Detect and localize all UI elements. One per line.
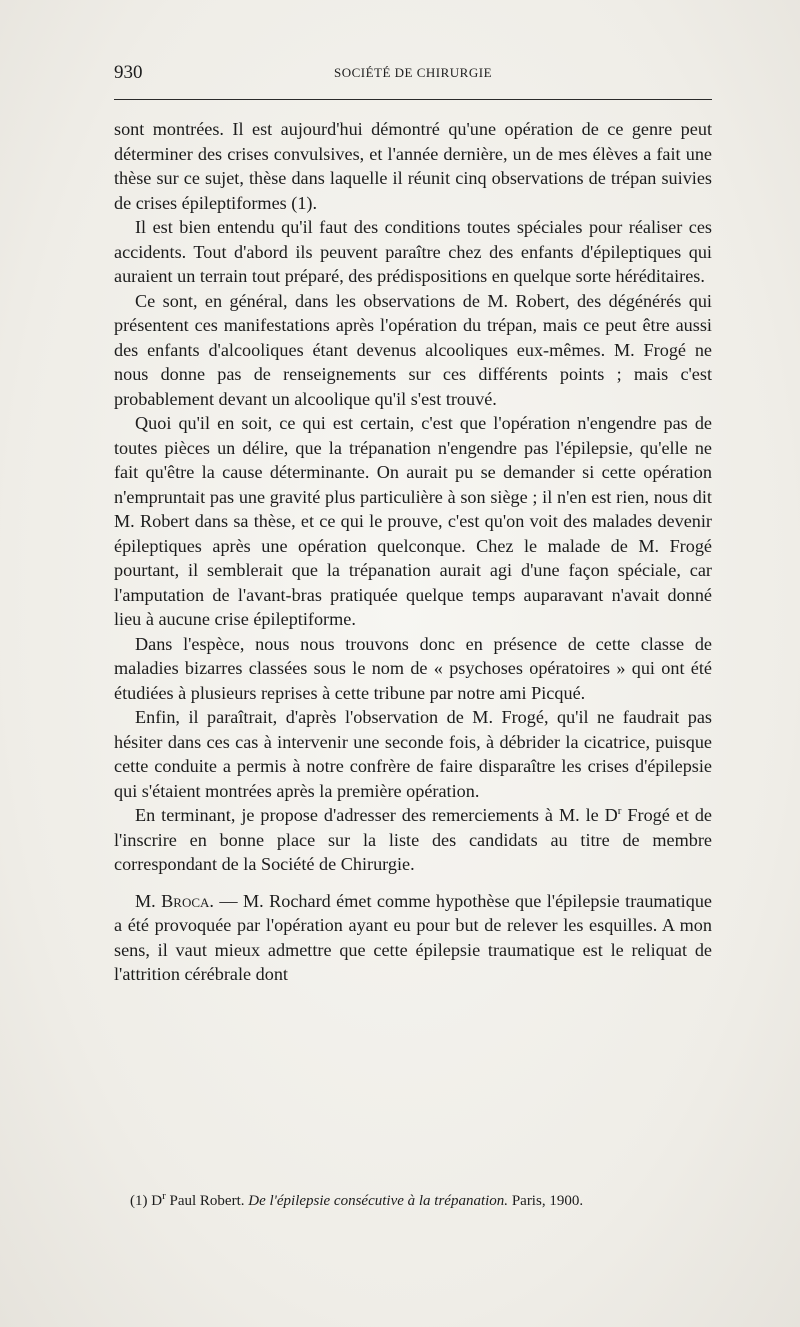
footnote-title: De l'épilepsie consécutive à la trépanation. [248,1193,509,1209]
page-number: 930 [114,62,143,83]
speaker-name: M. Broca. [135,890,214,911]
paragraph-8-text: — M. Rochard émet comme hypothèse que l'épilepsie traumatique a été provoquée par l'opération ayant eu pour but de relever les esquilles. A mon sens, il vaut mieux admettre que cette épilepsie traumatique est le reliquat de l'attrition cérébrale dont [114,890,712,984]
footnote [114,1191,712,1211]
body-text [114,117,712,987]
page-header [114,62,712,90]
paragraph-2: Il est bien entendu qu'il faut des conditions toutes spéciales pour réaliser ces accidents. Tout d'abord ils peuvent paraître chez des enfants d'épileptiques qui auraient un terrain tout préparé, des prédispositions en quelque sorte héréditaires. [114,217,712,286]
header-rule [114,99,712,100]
paragraph-5: Dans l'espèce, nous nous trouvons donc en présence de cette classe de maladies bizarres classées sous le nom de « psychoses opératoires » qui ont été étudiées à plusieurs reprises à cette tribune par notre ami Picqué. [114,633,712,703]
doctor-abbrev-sup: r [617,804,622,817]
footnote-author: Paul Robert. [165,1193,249,1209]
running-head: SOCIÉTÉ DE CHIRURGIE [333,65,493,80]
paragraph-7 [114,803,712,877]
footnote-rest: Paris, 1900. [508,1193,584,1209]
paragraph-6: Enfin, il paraîtrait, d'après l'observation de M. Frogé, qu'il ne faudrait pas hésiter dans ces cas à intervenir une seconde fois, à débrider la cicatrice, puisque cette conduite a permis à notre confrère de faire disparaître les crises d'épilepsie qui s'étaient montrées après la première opération. [114,707,712,801]
paragraph-4: Quoi qu'il en soit, ce qui est certain, c'est que l'opération n'engendre pas de toutes pièces un délire, que la trépanation n'engendre pas l'épilepsie, qu'elle ne fait qu'être la cause déterminante. On aurait pu se demander si cette opération n'empruntait pas une gravité plus particulière à son siège ; il n'en est rien, nous dit M. Robert dans sa thèse, et ce qui le prouve, c'est qu'on voit des malades devenir épileptiques après une opération quelconque. Chez le malade de M. Frogé pourtant, il semblerait que la trépanation aurait agi d'une façon spéciale, car l'amputation de l'avant-bras pratiquée quelque temps auparavant n'avait donné lieu à aucune crise épileptiforme. [114,413,712,629]
paragraph-3: Ce sont, en général, dans les observations de M. Robert, des dégénérés qui présentent ces manifestations après l'opération du trépan, mais ce peut être aussi des enfants d'alcooliques étant devenus alcooliques eux-mêmes. M. Frogé ne nous donne pas de renseignements sur ces différents points ; mais c'est probablement devant un alcoolique qu'il s'est trouvé. [114,290,712,409]
paragraph-7-start: En terminant, je propose d'adresser des remerciements à M. le D [135,805,618,825]
paragraph-7-end: Frogé et de l'inscrire en bonne place sur la liste des candidats au titre de membre correspondant de la Société de Chirurgie. [114,805,712,874]
paragraph-8 [114,889,712,987]
paragraph-1: sont montrées. Il est aujourd'hui démontré qu'une opération de ce genre peut déterminer des crises convulsives, et l'année dernière, un de mes élèves a fait une thèse sur ce sujet, thèse dans laquelle il réunit cinq observations de trépan suivies de crises épileptiformes (1). [114,119,712,213]
footnote-doctor-sup: r [162,1190,166,1202]
footnote-marker: (1) D [130,1193,163,1209]
